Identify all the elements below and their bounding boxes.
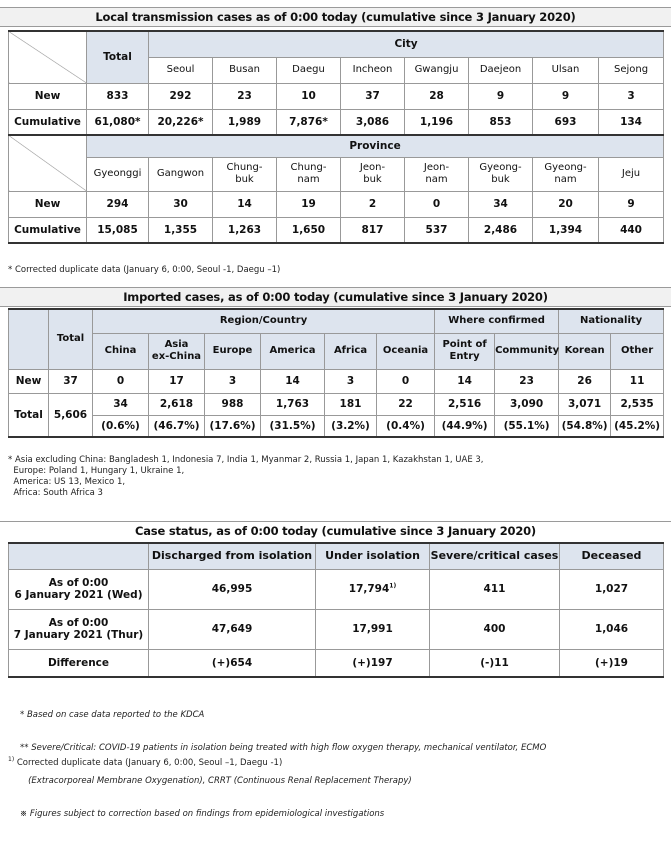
status-column-header: Deceased <box>560 543 664 569</box>
imported-column-header: China <box>93 333 149 369</box>
city-new-row <box>9 83 664 109</box>
imported-percent-value: (55.1%) <box>495 415 559 437</box>
total-header: Total <box>87 31 149 83</box>
city-cumulative-value: 1,989 <box>213 109 277 135</box>
province-name-cell: Jeon- buk <box>341 157 405 191</box>
imported-column-header: Africa <box>325 333 377 369</box>
imported-total-value: 2,516 <box>435 393 495 415</box>
city-new-value: 3 <box>599 83 664 109</box>
imported-total-value: 181 <box>325 393 377 415</box>
province-name-cell: Jeon- nam <box>405 157 469 191</box>
province-cumulative-value: 2,486 <box>469 217 533 243</box>
city-cumulative-value: 61,080* <box>87 109 149 135</box>
status-note-2: ** Severe/Critical: COVID-19 patients in isolation being treated with high flow oxygen therapy, mechanical ventilator, ECMO <box>20 743 547 753</box>
footnote-mark: 1) <box>8 756 15 764</box>
imported-new-value: 0 <box>93 369 149 393</box>
imported-column-header: Oceania <box>377 333 435 369</box>
city-new-value: 292 <box>149 83 213 109</box>
imported-percent-value: (0.6%) <box>93 415 149 437</box>
province-name-cell: Gyeong- nam <box>533 157 599 191</box>
status-difference-value: (+)197 <box>316 649 430 677</box>
imported-percent-value: (17.6%) <box>205 415 261 437</box>
imported-new-value: 17 <box>149 369 205 393</box>
city-cumulative-value: 693 <box>533 109 599 135</box>
imported-new-row <box>9 369 664 393</box>
province-new-value: 19 <box>277 191 341 217</box>
imported-cases-table <box>8 308 664 438</box>
city-name-cell: Gwangju <box>405 57 469 83</box>
local-transmission-table <box>8 30 664 244</box>
status-difference-value: (-)11 <box>430 649 560 677</box>
status-column-header: Under isolation <box>316 543 430 569</box>
province-new-value: 30 <box>149 191 213 217</box>
imported-column-header: Korean <box>559 333 611 369</box>
imported-column-header: Community <box>495 333 559 369</box>
province-cumulative-value: 1,355 <box>149 217 213 243</box>
status-value: 400 <box>430 609 560 649</box>
imported-new-value: 3 <box>325 369 377 393</box>
imported-total-value: 2,618 <box>149 393 205 415</box>
city-name-cell: Sejong <box>599 57 664 83</box>
imported-total-value: 22 <box>377 393 435 415</box>
imported-total-value: 1,763 <box>261 393 325 415</box>
imported-total-value: 3,071 <box>559 393 611 415</box>
imported-total-value: 34 <box>93 393 149 415</box>
footnote <box>8 758 282 769</box>
difference-label: Difference <box>9 649 149 677</box>
city-name-cell: Seoul <box>149 57 213 83</box>
status-note-1: * Based on case data reported to the KDCA <box>20 710 205 720</box>
city-cumulative-value: 134 <box>599 109 664 135</box>
status-row-label-line2: 7 January 2021 (Thur) <box>13 629 144 641</box>
status-corner <box>9 543 149 569</box>
status-value <box>316 569 430 609</box>
imported-new-value: 0 <box>377 369 435 393</box>
row-label-cumulative: Cumulative <box>9 217 87 243</box>
imported-new-value: 14 <box>261 369 325 393</box>
city-cumulative-value: 853 <box>469 109 533 135</box>
imported-column-header: Point of Entry <box>435 333 495 369</box>
city-cumulative-row <box>9 109 664 135</box>
status-column-header: Severe/critical cases <box>430 543 560 569</box>
city-name-cell: Ulsan <box>533 57 599 83</box>
province-header: Province <box>87 135 664 157</box>
province-cumulative-value: 15,085 <box>87 217 149 243</box>
imported-new-value: 26 <box>559 369 611 393</box>
city-cumulative-value: 1,196 <box>405 109 469 135</box>
imported-percent-value: (31.5%) <box>261 415 325 437</box>
status-value-number: 17,794 <box>348 583 390 595</box>
city-new-value: 23 <box>213 83 277 109</box>
province-new-value: 294 <box>87 191 149 217</box>
province-new-value: 9 <box>599 191 664 217</box>
province-name-cell: Gyeonggi <box>87 157 149 191</box>
imported-column-header: Asia ex-China <box>149 333 205 369</box>
province-new-value: 2 <box>341 191 405 217</box>
status-difference-row <box>9 649 664 677</box>
province-name-cell: Chung- buk <box>213 157 277 191</box>
imported-percent-value: (54.8%) <box>559 415 611 437</box>
status-row-jan6 <box>9 569 664 609</box>
imported-total-value: 2,535 <box>611 393 664 415</box>
local-title: Local transmission cases as of 0:00 today (cumulative since 3 January 2020) <box>0 7 671 27</box>
city-new-value: 9 <box>469 83 533 109</box>
province-name-cell: Gangwon <box>149 157 213 191</box>
corner-cell <box>9 31 87 83</box>
province-cumulative-value: 817 <box>341 217 405 243</box>
imported-new-value: 11 <box>611 369 664 393</box>
city-cumulative-value: 20,226* <box>149 109 213 135</box>
city-name-cell: Incheon <box>341 57 405 83</box>
province-cumulative-row <box>9 217 664 243</box>
imported-total-header: Total <box>49 309 93 369</box>
nationality-header: Nationality <box>559 309 664 333</box>
status-header-row <box>9 543 664 569</box>
status-value: 17,991 <box>316 609 430 649</box>
province-new-value: 0 <box>405 191 469 217</box>
region-header: Region/Country <box>93 309 435 333</box>
imported-total-value: 988 <box>205 393 261 415</box>
city-name-cell: Busan <box>213 57 277 83</box>
imported-new-value: 14 <box>435 369 495 393</box>
city-name-cell: Daejeon <box>469 57 533 83</box>
imported-note: * Asia excluding China: Bangladesh 1, Indonesia 7, India 1, Myanmar 2, Russia 1, Japan 1, Kazakhstan 1, UAE 3, Europe: Poland 1, Hungary 1, Ukraine 1, America: US 13, Mexico 1, Africa: South Africa 3 <box>8 455 484 498</box>
imported-total-value: 5,606 <box>49 393 93 437</box>
imported-percent-value: (44.9%) <box>435 415 495 437</box>
status-note-3: (Extracorporeal Membrane Oxygenation), CRRT (Continuous Renal Replacement Therapy) <box>20 776 412 786</box>
city-new-value: 9 <box>533 83 599 109</box>
status-value: 46,995 <box>149 569 316 609</box>
province-name-cell: Chung- nam <box>277 157 341 191</box>
province-new-row <box>9 191 664 217</box>
province-name-cell: Gyeong- buk <box>469 157 533 191</box>
status-row-label-line1: As of 0:00 <box>48 617 109 629</box>
row-label-new: New <box>9 83 87 109</box>
corner-cell-province <box>9 135 87 191</box>
status-difference-value: (+)654 <box>149 649 316 677</box>
imported-percent-value: (3.2%) <box>325 415 377 437</box>
row-label-cumulative: Cumulative <box>9 109 87 135</box>
province-new-value: 34 <box>469 191 533 217</box>
imported-corner <box>9 309 49 369</box>
imported-new-value: 23 <box>495 369 559 393</box>
city-new-value: 28 <box>405 83 469 109</box>
province-new-value: 20 <box>533 191 599 217</box>
row-label-total: Total <box>9 393 49 437</box>
row-label-new: New <box>9 369 49 393</box>
city-new-value: 37 <box>341 83 405 109</box>
imported-column-header: America <box>261 333 325 369</box>
status-note-4: ※ Figures subject to correction based on findings from epidemiological investigations <box>20 809 385 819</box>
status-row-jan7 <box>9 609 664 649</box>
row-label-new: New <box>9 191 87 217</box>
imported-new-value: 37 <box>49 369 93 393</box>
city-header: City <box>149 31 664 57</box>
city-cumulative-value: 3,086 <box>341 109 405 135</box>
city-cumulative-value: 7,876* <box>277 109 341 135</box>
imported-total-row <box>9 393 664 415</box>
status-value: 411 <box>430 569 560 609</box>
imported-total-value: 3,090 <box>495 393 559 415</box>
city-new-value: 10 <box>277 83 341 109</box>
city-name-cell: Daegu <box>277 57 341 83</box>
province-names-row <box>9 157 664 191</box>
province-cumulative-value: 1,263 <box>213 217 277 243</box>
status-column-header: Discharged from isolation <box>149 543 316 569</box>
imported-column-header: Europe <box>205 333 261 369</box>
province-cumulative-value: 1,650 <box>277 217 341 243</box>
imported-percent-value: (0.4%) <box>377 415 435 437</box>
footnote-mark: 1) <box>389 582 397 590</box>
imported-percent-value: (45.2%) <box>611 415 664 437</box>
footnote-text: Corrected duplicate data (January 6, 0:00, Seoul –1, Daegu -1) <box>14 758 283 768</box>
imported-columns-row <box>9 333 664 369</box>
status-value: 47,649 <box>149 609 316 649</box>
where-confirmed-header: Where confirmed <box>435 309 559 333</box>
case-status-table <box>8 542 664 678</box>
imported-title: Imported cases, as of 0:00 today (cumulative since 3 January 2020) <box>0 287 671 307</box>
local-note: * Corrected duplicate data (January 6, 0:00, Seoul -1, Daegu –1) <box>8 265 281 275</box>
province-new-value: 14 <box>213 191 277 217</box>
status-row-label <box>9 569 149 609</box>
imported-new-value: 3 <box>205 369 261 393</box>
status-difference-value: (+)19 <box>560 649 664 677</box>
imported-column-header: Other <box>611 333 664 369</box>
status-value: 1,046 <box>560 609 664 649</box>
imported-percent-value: (46.7%) <box>149 415 205 437</box>
province-cumulative-value: 537 <box>405 217 469 243</box>
status-value: 1,027 <box>560 569 664 609</box>
status-title: Case status, as of 0:00 today (cumulative since 3 January 2020) <box>0 521 671 540</box>
status-row-label <box>9 609 149 649</box>
status-row-label-line2: 6 January 2021 (Wed) <box>14 589 143 601</box>
province-cumulative-value: 440 <box>599 217 664 243</box>
province-name-cell: Jeju <box>599 157 664 191</box>
city-new-value: 833 <box>87 83 149 109</box>
imported-percent-row <box>9 415 664 437</box>
status-row-label-line1: As of 0:00 <box>48 577 109 589</box>
province-cumulative-value: 1,394 <box>533 217 599 243</box>
